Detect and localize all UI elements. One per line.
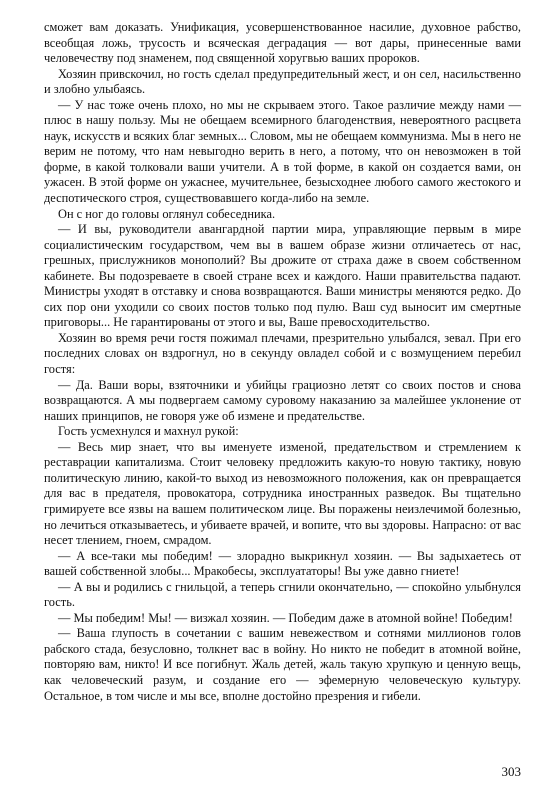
paragraph: — А все-таки мы победим! — злорадно выкрикнул хозяин. — Вы задыхаетесь от вашей собственной злобы... Мракобесы, эксплуататоры! Вы уже давно гниете! [44,548,521,579]
body-text [44,20,521,704]
page-number: 303 [501,764,521,779]
paragraph: — А вы и родились с гнильцой, а теперь сгнили окончательно, — спокойно улыбнулся гость. [44,579,521,610]
paragraph: Гость усмехнулся и махнул рукой: [58,424,239,439]
paragraph: Он с ног до головы оглянул собеседника. [58,206,276,221]
paragraph: — Мы победим! Мы! — визжал хозяин. — Победим даже в атомной войне! Победим! [58,610,513,625]
paragraph: Хозяин привскочил, но гость сделал предупредительный жест, и он сел, насильственно и злобно улыбаясь. [44,66,521,97]
paragraph: — Весь мир знает, что вы именуете изменой, предательством и стремлением к реставрации капитализма. Стоит человеку предложить какую-то новую тактику, новую политическую линию, какой-то выход из невозможного положения, как он превращается для вас в предателя, провокатора, сотрудника иностранных разведок. Вы тщательно гримируете все язвы на вашем политическом лице. Вы поражены неизлечимой болезнью, но лечиться отказываетесь, и убиваете врачей, и вопите, что вы здоровы. Напрасно: от вас несет тлением, гноем, смрадом. [44,439,521,548]
paragraph: сможет вам доказать. Унификация, усовершенствованное насилие, духовное рабство, всеобщая ложь, трусость и всяческая деградация — вот дары, принесенные вами человечеству под знаменем, под священной хоругвью ваших пророков. [44,20,521,66]
paragraph: — Да. Ваши воры, взяточники и убийцы грациозно летят со своих постов и снова возвращаются. А мы подвергаем самому суровому наказанию за малейшее уклонение от наших принципов, не говоря уже об измене и предательстве. [44,377,521,423]
paragraph: Хозяин во время речи гостя пожимал плечами, презрительно улыбался, зевал. При его последних словах он вздрогнул, но в секунду овладел собой и с возмущением перебил гостя: [44,330,521,377]
paragraph: — И вы, руководители авангардной партии мира, управляющие первым в мире социалистическим государством, чем вы в вашем образе жизни отличаетесь от нас, грешных, прислужников монополий? Вы дрожите от страха даже в своем собственном кабинете. Вы подозреваете в своей стране всех и каждого. Наши правительства падают. Министры уходят в отставку и снова возвращаются. Ваши министры меняются редко. До сих пор они уходили со своих постов только под пулю. Ваш суд выносит им смертные приговоры... Не гарантированы от этого и вы, Ваше превосходительство. [44,222,521,330]
paragraph: — У нас тоже очень плохо, но мы не скрываем этого. Такое различие между нами — плюс в нашу пользу. Мы не обещаем всемирного благоденствия, невероятного расцвета наук, искусств и всяких благ земных... Словом, мы не обещаем коммунизма. Мы в него не верим не потому, что нам невыгодно верить в него, а потому, что он невозможен в той форме, в какой толковали ваши учители. А в той форме, в какой он создается вами, он ужасен. В этой форме он ужаснее, мучительнее, безысходнее любого самого жестокого и деспотического строя, существовавшего когда-либо на земле. [44,97,521,206]
paragraph: — Ваша глупость в сочетании с вашим невежеством и сотнями миллионов голов рабского стада, безусловно, толкнет вас в войну. Но никто не победит в атомной войне, повторяю вам, никто! И все погибнут. Жаль детей, жаль такую хрупкую и ценную вещь, как человеческий разум, и создание его — эфемерную человеческую культуру. Остальное, в том числе и мы все, вполне достойно презрения и гибели. [44,626,521,703]
